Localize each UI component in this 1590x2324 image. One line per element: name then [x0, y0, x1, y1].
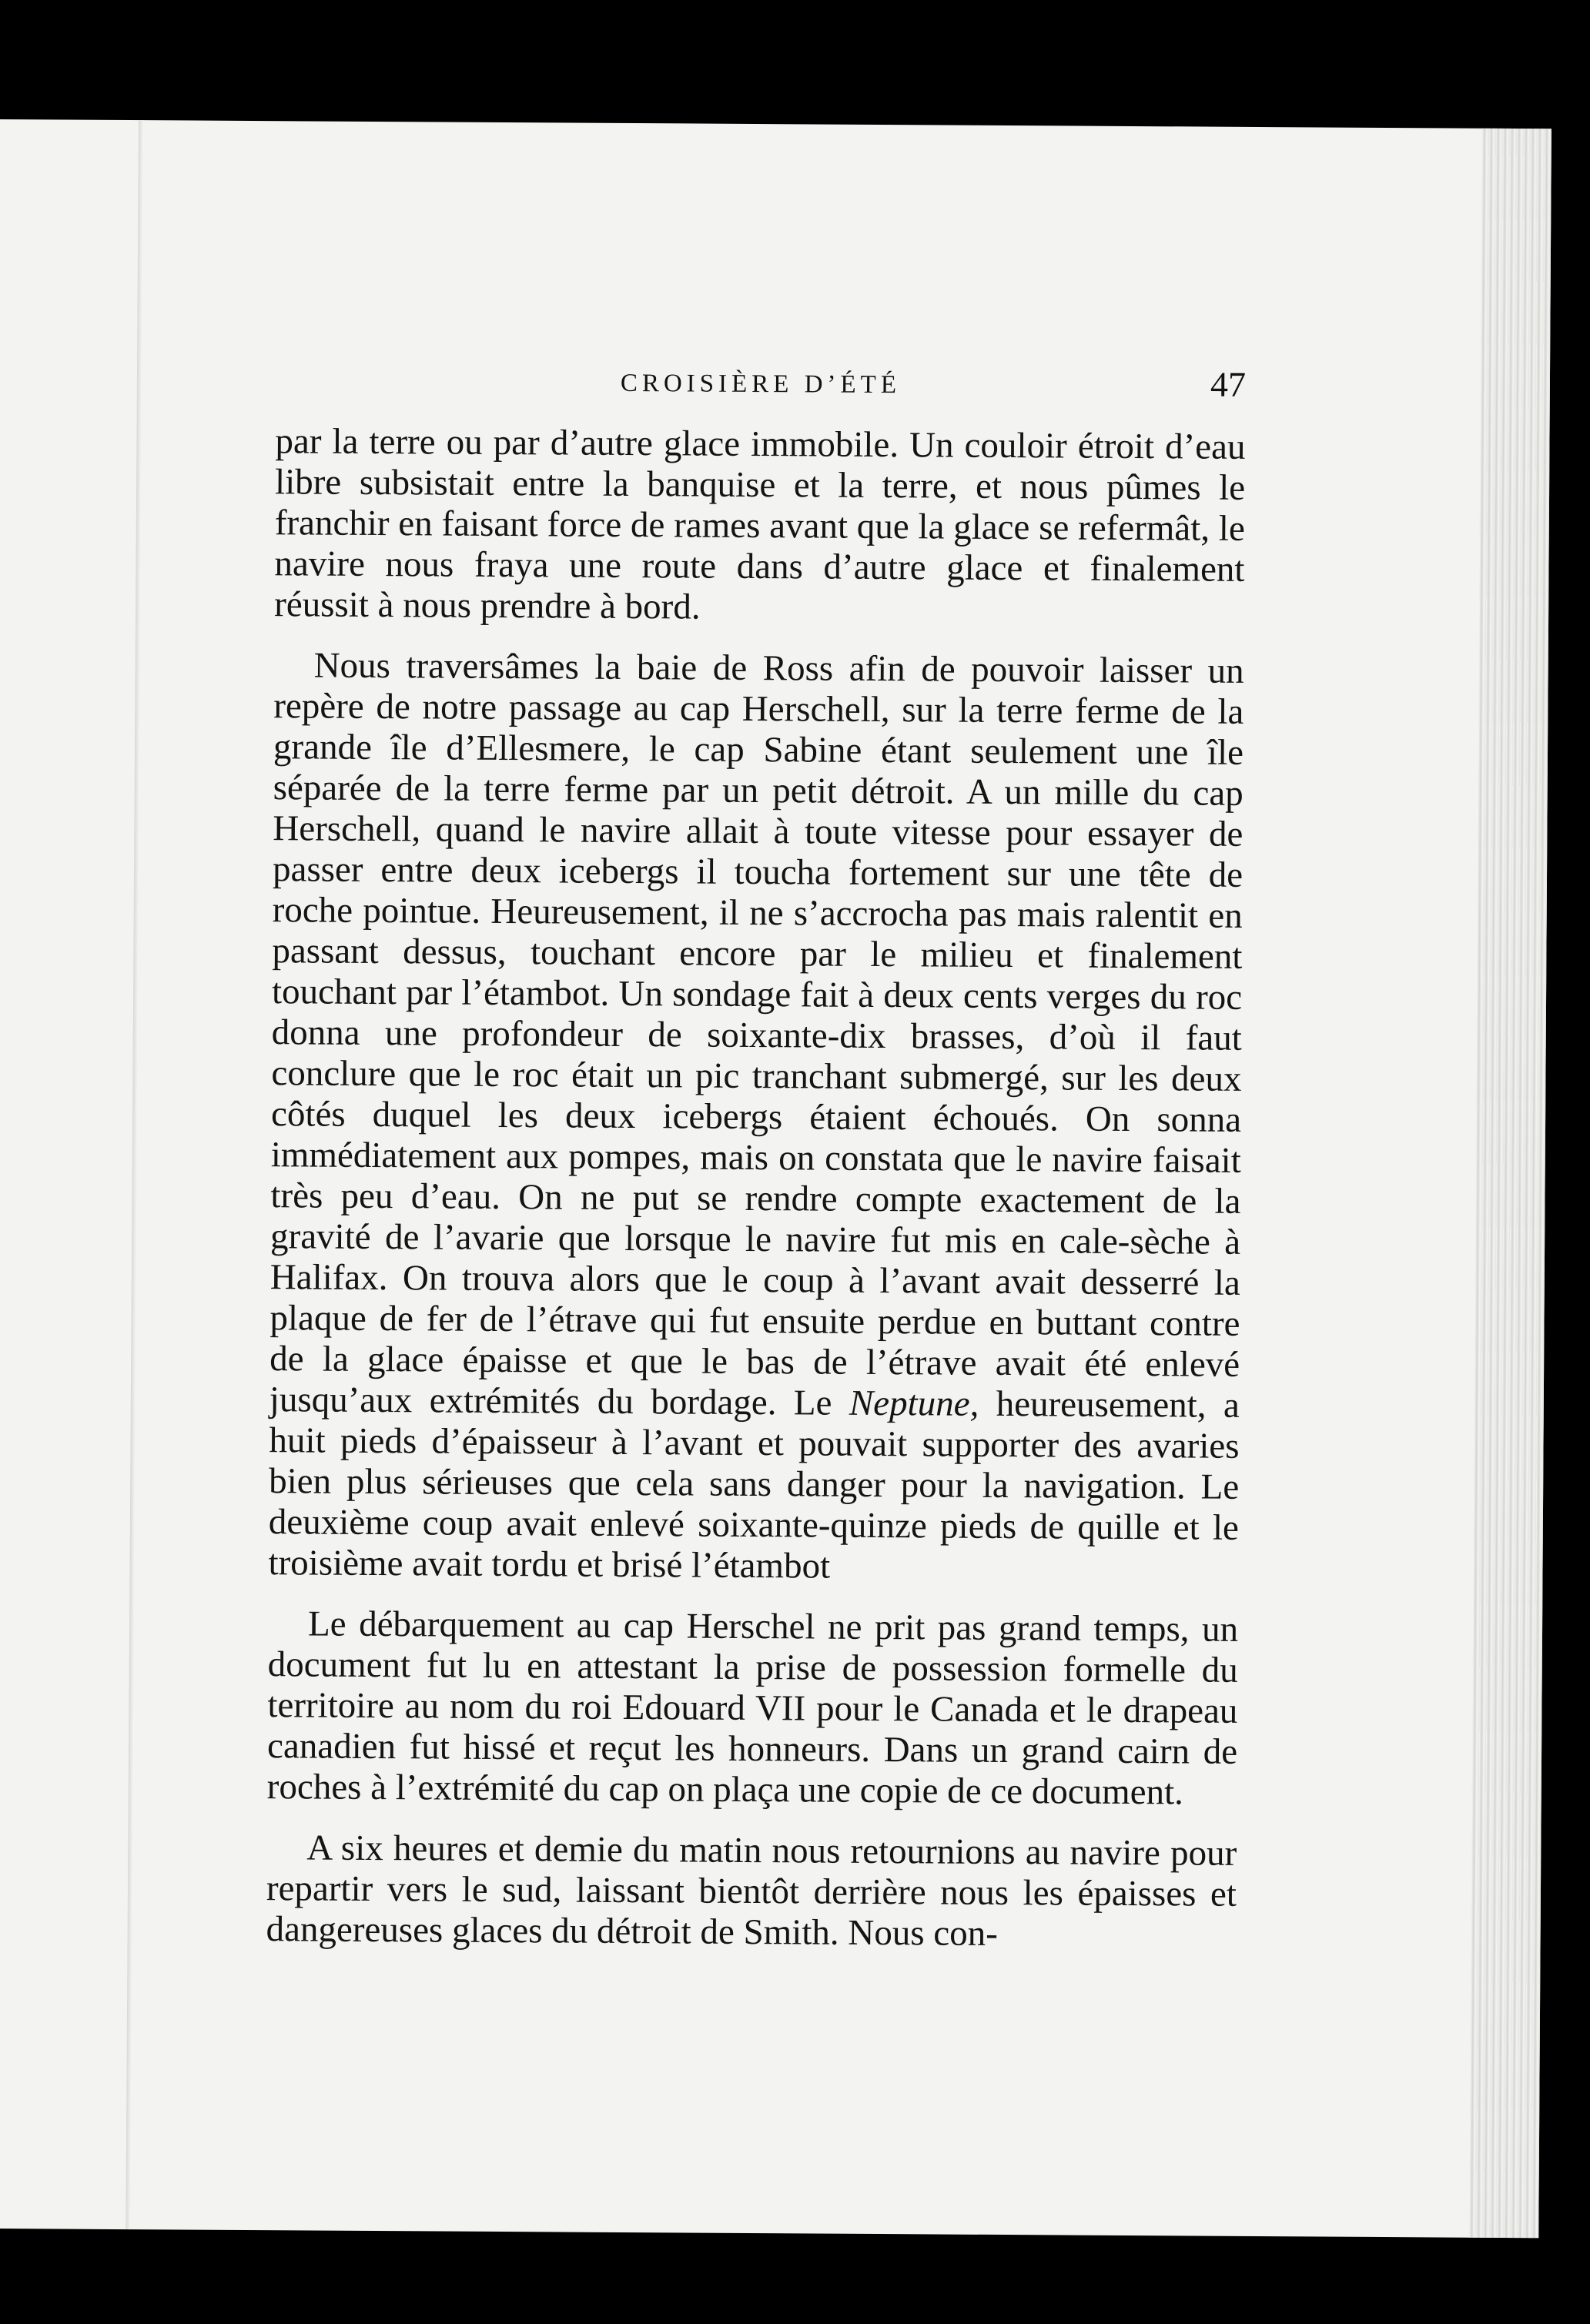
paragraph-2: [268, 645, 1244, 1590]
book-page: [0, 119, 1552, 2238]
running-title: CROISIÈRE D’ÉTÉ: [620, 369, 902, 400]
running-head: [276, 358, 1246, 410]
page-gutter: [126, 120, 143, 2229]
paragraph-2-part-1: Nous traversâmes la baie de Ross afin de pouvoir laisser un repère de notre passage au cap Herschell, sur la terre ferme de la grande île d’Ellesmere, le cap Sabine étant seulement une île séparée de la terre ferme par un petit détroit. A un mille du cap Herschell, quand le navire allait à toute vitesse pour essayer de passer entre deux icebergs il toucha fortement sur une tête de roche pointue. Heureusement, il ne s’accrocha pas mais ralentit en passant dessus, touchant encore par le milieu et finalement touchant par l’étambot. Un sondage fait à deux cents verges du roc donna une profondeur de soixante-dix brasses, d’où il faut conclure que le roc était un pic tranchant submergé, sur les deux côtés duquel les deux icebergs étaient échoués. On sonna immédiatement aux pompes, mais on constata que le navire faisait très peu d’eau. On ne put se rendre compte exactement de la gravité de l’avarie que lorsque le navire fut mis en cale-sèche à Halifax. On trouva alors que le coup à l’avant avait desserré la plaque de fer de l’étrave qui fut ensuite perdue en buttant contre de la glace épaisse et que le bas de l’étrave avait été enlevé jusqu’aux extrémités du bordage. Le: [269, 645, 1244, 1423]
page-edge: [1469, 129, 1552, 2238]
ship-name-neptune: Neptune,: [849, 1383, 979, 1424]
page-number: 47: [1210, 364, 1247, 404]
paragraph-2-part-2: heureusement, a huit pieds d’épaisseur à l’avant et pouvait supporter des avaries bien plus sérieuses que cela sans danger pour la navigation. Le deuxième coup avait enlevé soixante-quinze pieds de quille et le troisième avait tordu et brisé l’étambot: [268, 1383, 1240, 1587]
paragraph-4: A six heures et demie du matin nous retournions au navire pour repartir vers le sud, laissant bientôt derrière nous les épaisses et dangereuses glaces du détroit de Smith. Nous con-: [266, 1827, 1237, 1954]
paragraph-1: par la terre ou par d’autre glace immobile. Un couloir étroit d’eau libre subsistait entre la banquise et la terre, et nous pûmes le franchir en faisant force de rames avant que la glace se refermât, le navire nous fraya une route dans d’autre glace et finalement réussit à nous prendre à bord.: [273, 421, 1246, 627]
body-text: [266, 421, 1245, 1976]
paragraph-3: Le débarquement au cap Herschel ne prit pas grand temps, un document fut lu en attestant la prise de possession formelle du territoire au nom du roi Edouard VII pour le Canada et le drapeau canadien fut hissé et reçut les honneurs. Dans un grand cairn de roches à l’extrémité du cap on plaça une copie de ce document.: [266, 1603, 1239, 1813]
